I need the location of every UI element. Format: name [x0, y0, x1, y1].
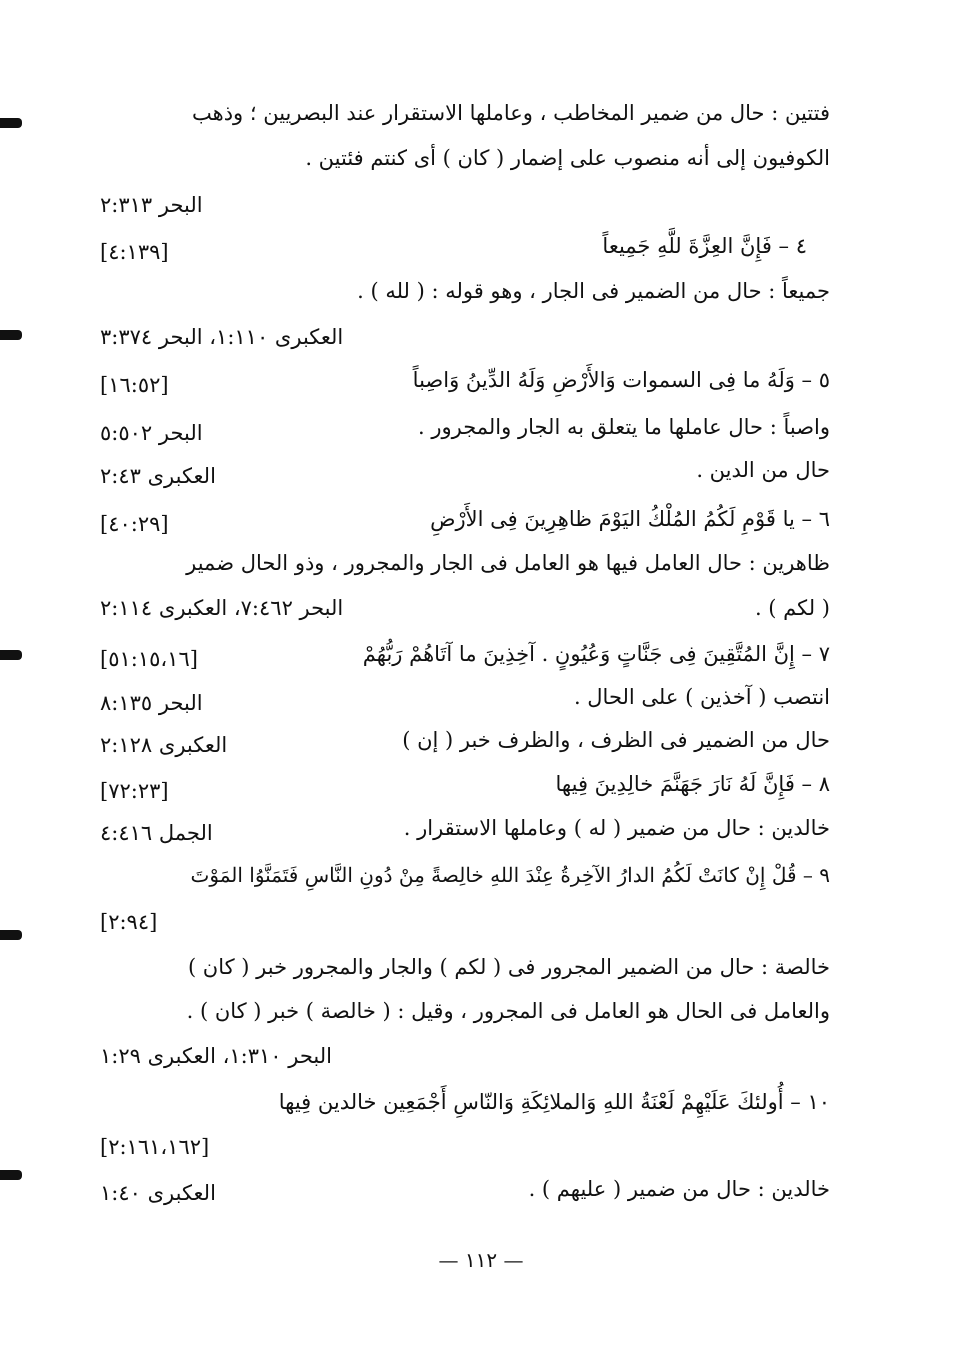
- verse-line: ١٠ – أُولئكَ عَلَيْهِمْ لَعْنَةُ اللهِ وَالملائِكَةِ وَالنّاسِ أَجْمَعِين خالدين فِيها: [278, 1090, 830, 1114]
- body-line: واصباً : حال عاملها ما يتعلق به الجار والمجرور .: [417, 415, 830, 439]
- source-citation: الجمل ٤:٤١٦: [100, 821, 213, 845]
- verse-line: ٦ – يا قَوْمِ لَكُمُ المُلْكُ اليَوْمَ ظاهِرِينَ فِى الأَرْضِ: [430, 507, 830, 531]
- verse-line: ٩ – قُلْ إِنْ كانَتْ لَكُمُ الدارُ الآخِرةُ عِنْدَ اللهِ خالِصةً مِنْ دُونِ النَّاسِ فَتَمَنَّوُا المَوْتَ: [190, 863, 830, 887]
- scan-edge-mark: [0, 930, 22, 940]
- body-line: فتتين : حال من ضمير المخاطب ، وعاملها الاستقرار عند البصريين ؛ وذهب: [192, 101, 830, 125]
- source-citation: البحر ١:٣١٠، العكبرى ١:٢٩: [100, 1044, 332, 1068]
- scan-edge-mark: [0, 118, 22, 128]
- body-line: حال من الدين .: [696, 458, 830, 482]
- body-line: انتصب ( آخذين ) على الحال .: [573, 685, 830, 709]
- source-citation: البحر ٧:٤٦٢، العكبرى ٢:١١٤: [100, 596, 344, 620]
- verse-line: ٥ – وَلَهُ ما فِى السموات وَالأَرْضِ وَلَهُ الدِّينُ وَاصِباً: [412, 368, 830, 392]
- body-line: خالدين : حال من ضمير ( عليهم ) .: [528, 1177, 830, 1201]
- source-citation: العكبرى ١:١١٠، البحر ٣:٣٧٤: [100, 325, 344, 349]
- body-line: الكوفيون إلى أنه منصوب على إضمار ( كان ) أى كنتم فئتين .: [305, 146, 830, 170]
- source-citation: العكبرى ٢:١٢٨: [100, 733, 228, 757]
- verse-line: ٧ – إِنَّ المُتَّقِينَ فِى جَنَّاتٍ وَعُيُونٍ . آخِذِينَ ما آتَاهُمْ رَبُّهُمْ: [362, 642, 830, 666]
- source-citation: البحر ٢:٣١٣: [100, 193, 203, 217]
- body-line: جميعاً : حال من الضمير فى الجار ، وهو قوله : ( لله ) .: [357, 279, 830, 303]
- body-line: والعامل فى الحال هو العامل فى المجرور ، وقيل : ( خالصة ) خبر ( كان ) .: [186, 999, 830, 1023]
- source-citation: العكبرى ١:٤٠: [100, 1181, 216, 1205]
- source-citation: العكبرى ٢:٤٣: [100, 464, 216, 488]
- body-line: خالدين : حال من ضمير ( له ) وعاملها الاستقرار .: [403, 816, 830, 840]
- verse-reference: [١٦:٥٢]: [100, 373, 169, 397]
- scan-edge-mark: [0, 650, 22, 660]
- verse-line: ٤ – فَإِنَّ العِزَّةَ للَّهِ جَمِيعاً: [602, 234, 807, 258]
- verse-reference: [٢:٩٤]: [100, 910, 158, 934]
- body-line: ( لكم ) .: [754, 596, 830, 620]
- scan-edge-mark: [0, 1170, 22, 1180]
- verse-reference: [٢:١٦١،١٦٢]: [100, 1135, 210, 1159]
- page-number: — ١١٢ —: [438, 1248, 524, 1272]
- verse-reference: [٥١:١٥،١٦]: [100, 647, 198, 671]
- source-citation: البحر ٥:٥٠٢: [100, 421, 203, 445]
- verse-line: ٨ – فَإِنَّ لَهُ نَارَ جَهَنَّمَ خالِدِينَ فِيها: [555, 772, 830, 796]
- body-line: حال من الضمير فى الظرف ، والظرف خبر ( إن ): [402, 728, 830, 752]
- verse-reference: [٤:١٣٩]: [100, 240, 169, 264]
- scan-edge-mark: [0, 330, 22, 340]
- verse-reference: [٤٠:٢٩]: [100, 512, 169, 536]
- verse-reference: [٧٢:٢٣]: [100, 779, 169, 803]
- source-citation: البحر ٨:١٣٥: [100, 691, 203, 715]
- body-line: خالصة : حال من الضمير المجرور فى ( لكم ) والجار والمجرور خبر ( كان ): [187, 955, 830, 979]
- body-line: ظاهرين : حال العامل فيها هو العامل فى الجار والمجرور ، وذو الحال ضمير: [186, 551, 830, 575]
